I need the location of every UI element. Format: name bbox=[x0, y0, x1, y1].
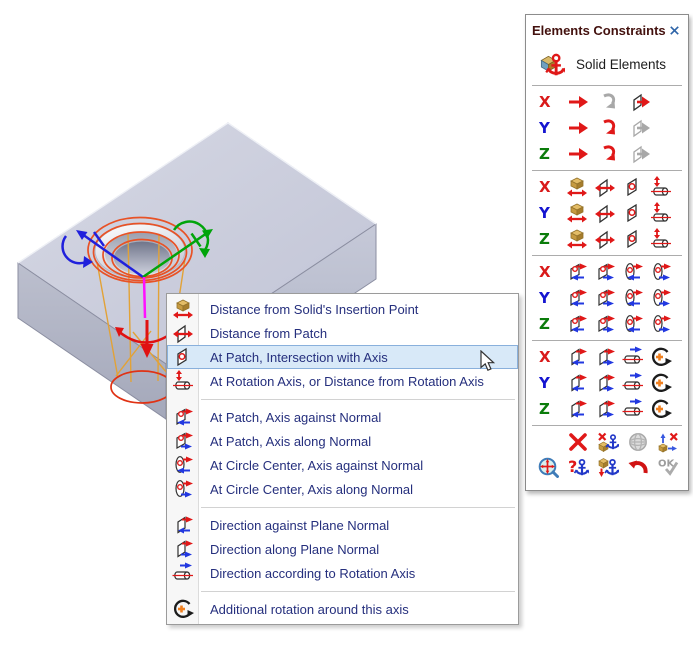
circle-axis-against-icon bbox=[622, 261, 644, 283]
axis-label-y: Y bbox=[539, 119, 550, 137]
arrow-red-icon bbox=[567, 117, 589, 139]
rotate-red-button[interactable] bbox=[596, 116, 621, 141]
menu-item-at-patch-intersection-with-axis[interactable] bbox=[167, 345, 518, 369]
add-rotation-icon bbox=[172, 598, 194, 620]
patch-circle-button[interactable] bbox=[620, 201, 645, 226]
menu-item-label: At Patch, Intersection with Axis bbox=[210, 349, 388, 365]
ok-gray-button[interactable] bbox=[655, 454, 680, 479]
rotate-gray-button[interactable] bbox=[596, 90, 621, 115]
add-rotation-button[interactable] bbox=[648, 371, 673, 396]
menu-item-direction-against-plane-normal[interactable] bbox=[167, 513, 518, 537]
constraint-row-z bbox=[526, 226, 688, 252]
menu-item-icon-cell bbox=[167, 562, 198, 584]
constraint-row-z bbox=[526, 141, 688, 167]
constraint-row-y bbox=[526, 370, 688, 396]
patch-circle-icon bbox=[622, 228, 644, 250]
constraint-row-x bbox=[526, 174, 688, 200]
patch-dist-icon bbox=[594, 228, 616, 250]
constraint-row-x bbox=[526, 344, 688, 370]
menu-item-icon-cell bbox=[167, 514, 198, 536]
dir-against-icon bbox=[566, 398, 588, 420]
panel-footer-row-2 bbox=[526, 454, 688, 479]
menu-item-direction-along-plane-normal[interactable] bbox=[167, 537, 518, 561]
menu-item-label: Distance from Patch bbox=[210, 325, 328, 341]
menu-item-icon-cell bbox=[167, 478, 198, 500]
patch-circle-button[interactable] bbox=[620, 227, 645, 252]
cube-dist-button[interactable] bbox=[564, 175, 589, 200]
patch-axis-along-button[interactable] bbox=[592, 286, 617, 311]
add-rotation-icon bbox=[650, 398, 672, 420]
constraint-row-z bbox=[526, 396, 688, 422]
constraint-row-x bbox=[526, 259, 688, 285]
cube-dist-icon bbox=[566, 228, 588, 250]
patch-axis-against-button[interactable] bbox=[564, 260, 589, 285]
dir-rotaxis-icon bbox=[622, 398, 644, 420]
undo-red-icon bbox=[627, 456, 649, 478]
add-rotation-icon bbox=[650, 372, 672, 394]
close-icon bbox=[668, 24, 681, 37]
patcharrow-gray-button[interactable] bbox=[627, 142, 652, 167]
anchor-cube-x-button[interactable] bbox=[595, 429, 620, 454]
elements-constraints-panel bbox=[525, 14, 689, 491]
patch-axis-against-icon bbox=[566, 313, 588, 335]
patcharrow-red-icon bbox=[629, 91, 651, 113]
add-rotation-icon bbox=[650, 346, 672, 368]
axis-magenta-handle[interactable] bbox=[144, 277, 145, 318]
rotaxis-dist-icon bbox=[650, 176, 672, 198]
sphere-gray-icon bbox=[627, 431, 649, 453]
cube-dist-button[interactable] bbox=[564, 201, 589, 226]
add-rotation-button[interactable] bbox=[648, 345, 673, 370]
circle-axis-along-icon bbox=[650, 287, 672, 309]
dir-along-icon bbox=[172, 538, 194, 560]
dir-along-icon bbox=[594, 346, 616, 368]
constraint-row-x bbox=[526, 89, 688, 115]
axis-label-x: X bbox=[539, 93, 551, 111]
move-x-icon bbox=[657, 431, 679, 453]
sphere-gray-button[interactable] bbox=[625, 429, 650, 454]
constraint-row-y bbox=[526, 200, 688, 226]
axis-label-x: X bbox=[539, 263, 551, 281]
patch-axis-against-button[interactable] bbox=[564, 312, 589, 337]
close-button[interactable] bbox=[667, 23, 681, 37]
dir-against-button[interactable] bbox=[564, 345, 589, 370]
anchor-cube-x-icon bbox=[597, 431, 619, 453]
rotaxis-dist-button[interactable] bbox=[648, 175, 673, 200]
menu-item-distance-from-solid-s-insertion-point[interactable] bbox=[167, 297, 518, 321]
circle-axis-against-icon bbox=[622, 287, 644, 309]
panel-separator bbox=[532, 170, 682, 171]
cube-dist-icon bbox=[566, 202, 588, 224]
menu-item-label: Direction along Plane Normal bbox=[210, 541, 380, 557]
cube-dist-button[interactable] bbox=[564, 227, 589, 252]
patcharrow-gray-icon bbox=[629, 143, 651, 165]
rotaxis-dist-icon bbox=[650, 228, 672, 250]
panel-separator bbox=[532, 425, 682, 426]
panel-separator bbox=[532, 85, 682, 86]
menu-item-icon-cell bbox=[167, 538, 198, 560]
patch-dist-icon bbox=[594, 176, 616, 198]
arrow-red-button[interactable] bbox=[565, 142, 590, 167]
menu-item-additional-rotation-around-this-axis[interactable] bbox=[167, 597, 518, 621]
menu-item-icon-cell bbox=[167, 454, 198, 476]
axis-label-x: X bbox=[539, 348, 551, 366]
circle-axis-along-button[interactable] bbox=[648, 260, 673, 285]
patch-dist-icon bbox=[172, 322, 194, 344]
dir-along-button[interactable] bbox=[592, 371, 617, 396]
patch-circle-icon bbox=[622, 176, 644, 198]
patcharrow-gray-icon bbox=[629, 117, 651, 139]
menu-separator bbox=[167, 585, 518, 597]
anchor-question-icon bbox=[567, 456, 589, 478]
anchor-cube-down-icon bbox=[597, 456, 619, 478]
rotate-gray-icon bbox=[598, 91, 620, 113]
constraint-row-z bbox=[526, 311, 688, 337]
circle-axis-along-button[interactable] bbox=[648, 312, 673, 337]
panel-footer-row-1 bbox=[526, 429, 688, 454]
patch-dist-button[interactable] bbox=[592, 201, 617, 226]
delete-x-button[interactable] bbox=[565, 429, 590, 454]
menu-item-label: At Patch, Axis against Normal bbox=[210, 409, 382, 425]
anchor-question-button[interactable] bbox=[565, 454, 590, 479]
menu-item-at-patch-axis-along-normal[interactable] bbox=[167, 429, 518, 453]
rotate-red-button[interactable] bbox=[596, 142, 621, 167]
dir-against-button[interactable] bbox=[564, 397, 589, 422]
dir-rotaxis-icon bbox=[622, 372, 644, 394]
dir-rotaxis-icon bbox=[622, 346, 644, 368]
patch-circle-icon bbox=[172, 346, 194, 368]
dir-along-button[interactable] bbox=[592, 397, 617, 422]
dir-against-button[interactable] bbox=[564, 371, 589, 396]
menu-item-label: Direction according to Rotation Axis bbox=[210, 565, 416, 581]
panel-header bbox=[526, 15, 688, 43]
dir-rotaxis-button[interactable] bbox=[620, 397, 645, 422]
menu-item-at-circle-center-axis-along-normal[interactable] bbox=[167, 477, 518, 501]
menu-item-icon-cell bbox=[167, 406, 198, 428]
rotate-red-icon bbox=[598, 143, 620, 165]
circle-axis-against-button[interactable] bbox=[620, 312, 645, 337]
menu-item-icon-cell bbox=[167, 430, 198, 452]
menu-item-label: Distance from Solid's Insertion Point bbox=[210, 301, 419, 317]
patch-dist-icon bbox=[594, 202, 616, 224]
patch-axis-along-button[interactable] bbox=[592, 260, 617, 285]
zoom-target-button[interactable] bbox=[535, 454, 560, 479]
menu-item-label: At Patch, Axis along Normal bbox=[210, 433, 372, 449]
menu-item-icon-cell bbox=[167, 322, 198, 344]
add-rotation-button[interactable] bbox=[648, 397, 673, 422]
axis-label-z: Z bbox=[539, 230, 550, 248]
dir-along-icon bbox=[594, 398, 616, 420]
patcharrow-gray-button[interactable] bbox=[627, 116, 652, 141]
circle-axis-against-button[interactable] bbox=[620, 286, 645, 311]
constraint-row-y bbox=[526, 285, 688, 311]
context-menu bbox=[166, 293, 519, 625]
dir-against-icon bbox=[172, 514, 194, 536]
menu-item-at-circle-center-axis-against-normal[interactable] bbox=[167, 453, 518, 477]
dir-along-button[interactable] bbox=[592, 345, 617, 370]
menu-item-icon-cell bbox=[167, 598, 198, 620]
dir-against-icon bbox=[566, 372, 588, 394]
cube-dist-icon bbox=[172, 298, 194, 320]
arrow-red-icon bbox=[567, 143, 589, 165]
mouse-cursor bbox=[480, 350, 498, 376]
menu-item-label: At Circle Center, Axis against Normal bbox=[210, 457, 424, 473]
arrow-red-icon bbox=[567, 91, 589, 113]
menu-item-label: Additional rotation around this axis bbox=[210, 601, 409, 617]
patch-axis-against-icon bbox=[172, 406, 194, 428]
circle-axis-against-icon bbox=[172, 454, 194, 476]
axis-label-y: Y bbox=[539, 374, 550, 392]
dir-against-icon bbox=[566, 346, 588, 368]
patch-dist-button[interactable] bbox=[592, 227, 617, 252]
arrow-red-button[interactable] bbox=[565, 90, 590, 115]
patcharrow-red-button[interactable] bbox=[627, 90, 652, 115]
patch-axis-against-icon bbox=[566, 261, 588, 283]
rotaxis-dist-icon bbox=[172, 370, 194, 392]
patch-circle-icon bbox=[622, 202, 644, 224]
dir-along-icon bbox=[594, 372, 616, 394]
axis-label-z: Z bbox=[539, 145, 550, 163]
arrow-red-button[interactable] bbox=[565, 116, 590, 141]
circle-axis-along-icon bbox=[650, 313, 672, 335]
solid-elements-icon bbox=[539, 51, 565, 77]
menu-item-label: At Rotation Axis, or Distance from Rotation Axis bbox=[210, 373, 484, 389]
dir-rotaxis-button[interactable] bbox=[620, 345, 645, 370]
circle-axis-along-icon bbox=[650, 261, 672, 283]
circle-axis-against-icon bbox=[622, 313, 644, 335]
axis-label-z: Z bbox=[539, 315, 550, 333]
rotaxis-dist-button[interactable] bbox=[648, 227, 673, 252]
undo-red-button[interactable] bbox=[625, 454, 650, 479]
dir-rotaxis-button[interactable] bbox=[620, 371, 645, 396]
solid-elements-header bbox=[526, 43, 688, 82]
constraint-row-y bbox=[526, 115, 688, 141]
patch-axis-along-icon bbox=[594, 287, 616, 309]
circle-axis-against-button[interactable] bbox=[620, 260, 645, 285]
menu-item-label: At Circle Center, Axis along Normal bbox=[210, 481, 414, 497]
axis-label-y: Y bbox=[539, 204, 550, 222]
patch-axis-along-icon bbox=[594, 261, 616, 283]
patch-dist-button[interactable] bbox=[592, 175, 617, 200]
patch-circle-button[interactable] bbox=[620, 175, 645, 200]
panel-separator bbox=[532, 255, 682, 256]
menu-item-icon-cell bbox=[167, 346, 198, 368]
menu-item-distance-from-patch[interactable] bbox=[167, 321, 518, 345]
panel-separator bbox=[532, 340, 682, 341]
zoom-target-icon bbox=[537, 456, 559, 478]
dir-rotaxis-icon bbox=[172, 562, 194, 584]
axis-label-x: X bbox=[539, 178, 551, 196]
patch-axis-along-icon bbox=[594, 313, 616, 335]
menu-item-label: Direction against Plane Normal bbox=[210, 517, 390, 533]
menu-item-at-patch-axis-against-normal[interactable] bbox=[167, 405, 518, 429]
ok-gray-icon bbox=[657, 456, 679, 478]
panel-title: Elements Constraints bbox=[532, 22, 666, 38]
patch-axis-against-icon bbox=[566, 287, 588, 309]
patch-axis-along-button[interactable] bbox=[592, 312, 617, 337]
patch-axis-along-icon bbox=[172, 430, 194, 452]
anchor-cube-down-button[interactable] bbox=[595, 454, 620, 479]
circle-axis-along-icon bbox=[172, 478, 194, 500]
rotaxis-dist-button[interactable] bbox=[648, 201, 673, 226]
cube-dist-icon bbox=[566, 176, 588, 198]
menu-item-at-rotation-axis-or-distance-from-rotation-axis[interactable] bbox=[167, 369, 518, 393]
menu-separator bbox=[167, 501, 518, 513]
rotaxis-dist-icon bbox=[650, 202, 672, 224]
axis-label-z: Z bbox=[539, 400, 550, 418]
solid-elements-label: Solid Elements bbox=[576, 56, 667, 72]
delete-x-icon bbox=[567, 431, 589, 453]
rotate-red-icon bbox=[598, 117, 620, 139]
axis-label-y: Y bbox=[539, 289, 550, 307]
menu-item-icon-cell bbox=[167, 298, 198, 320]
patch-axis-against-button[interactable] bbox=[564, 286, 589, 311]
menu-item-icon-cell bbox=[167, 370, 198, 392]
menu-separator bbox=[167, 393, 518, 405]
circle-axis-along-button[interactable] bbox=[648, 286, 673, 311]
move-x-button[interactable] bbox=[655, 429, 680, 454]
menu-item-direction-according-to-rotation-axis[interactable] bbox=[167, 561, 518, 585]
